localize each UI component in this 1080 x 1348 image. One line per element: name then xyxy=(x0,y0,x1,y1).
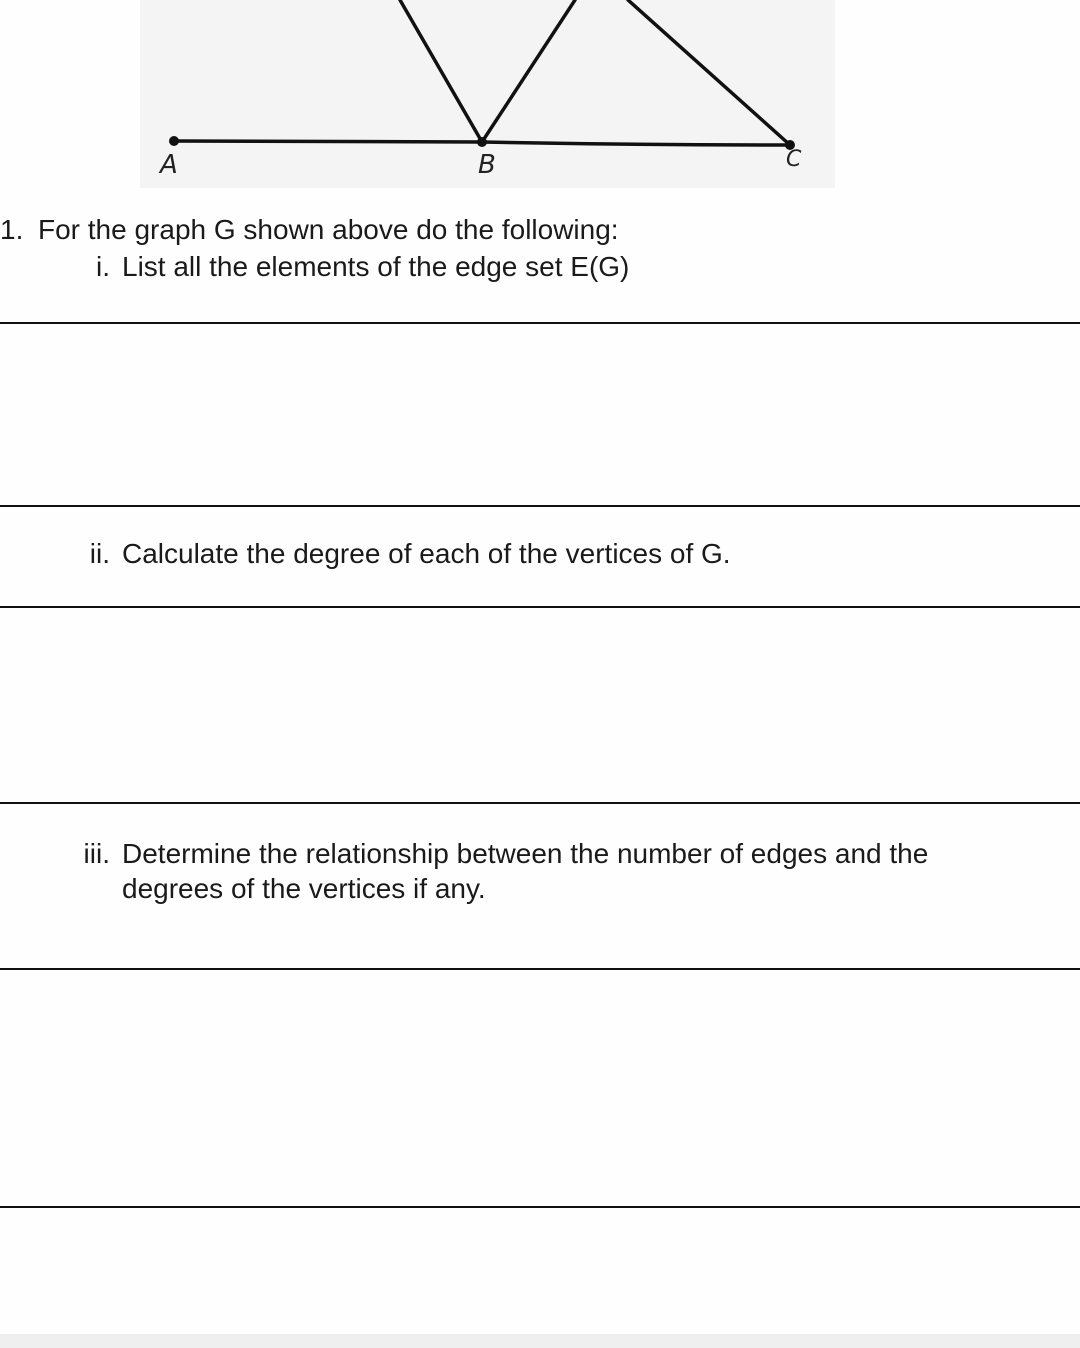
edge-c-up-left xyxy=(628,0,790,145)
edge-b-up-right xyxy=(482,0,575,142)
part-i-numeral: i. xyxy=(96,251,110,282)
part-i xyxy=(96,249,630,284)
vertex-label-b: B xyxy=(478,150,496,180)
vertex-b-dot xyxy=(477,137,487,147)
page-bottom-edge xyxy=(0,1334,1080,1348)
part-iii xyxy=(83,836,1022,906)
answer-line xyxy=(0,505,1080,507)
answer-line xyxy=(0,606,1080,608)
part-ii-text: Calculate the degree of each of the vertices of G. xyxy=(122,538,731,569)
part-iii-text: Determine the relationship between the number of edges and the degrees of the vertices if any. xyxy=(122,838,929,904)
question-heading xyxy=(0,214,619,246)
edge-b-up-left xyxy=(400,0,482,142)
part-i-text: List all the elements of the edge set E(G) xyxy=(122,251,630,282)
part-ii xyxy=(89,536,731,571)
graph-figure xyxy=(140,0,835,188)
vertex-label-c: C xyxy=(786,147,802,172)
vertex-label-a: A xyxy=(160,150,178,180)
vertex-a-dot xyxy=(169,136,179,146)
question-number: 1. xyxy=(0,214,24,245)
edge-b-c xyxy=(482,142,790,145)
edge-a-b xyxy=(174,141,482,142)
answer-line xyxy=(0,322,1080,324)
question-text: For the graph G shown above do the following: xyxy=(38,214,619,245)
answer-line xyxy=(0,1206,1080,1208)
answer-line xyxy=(0,802,1080,804)
part-iii-numeral: iii. xyxy=(83,838,110,869)
part-ii-numeral: ii. xyxy=(89,538,110,569)
answer-line xyxy=(0,968,1080,970)
